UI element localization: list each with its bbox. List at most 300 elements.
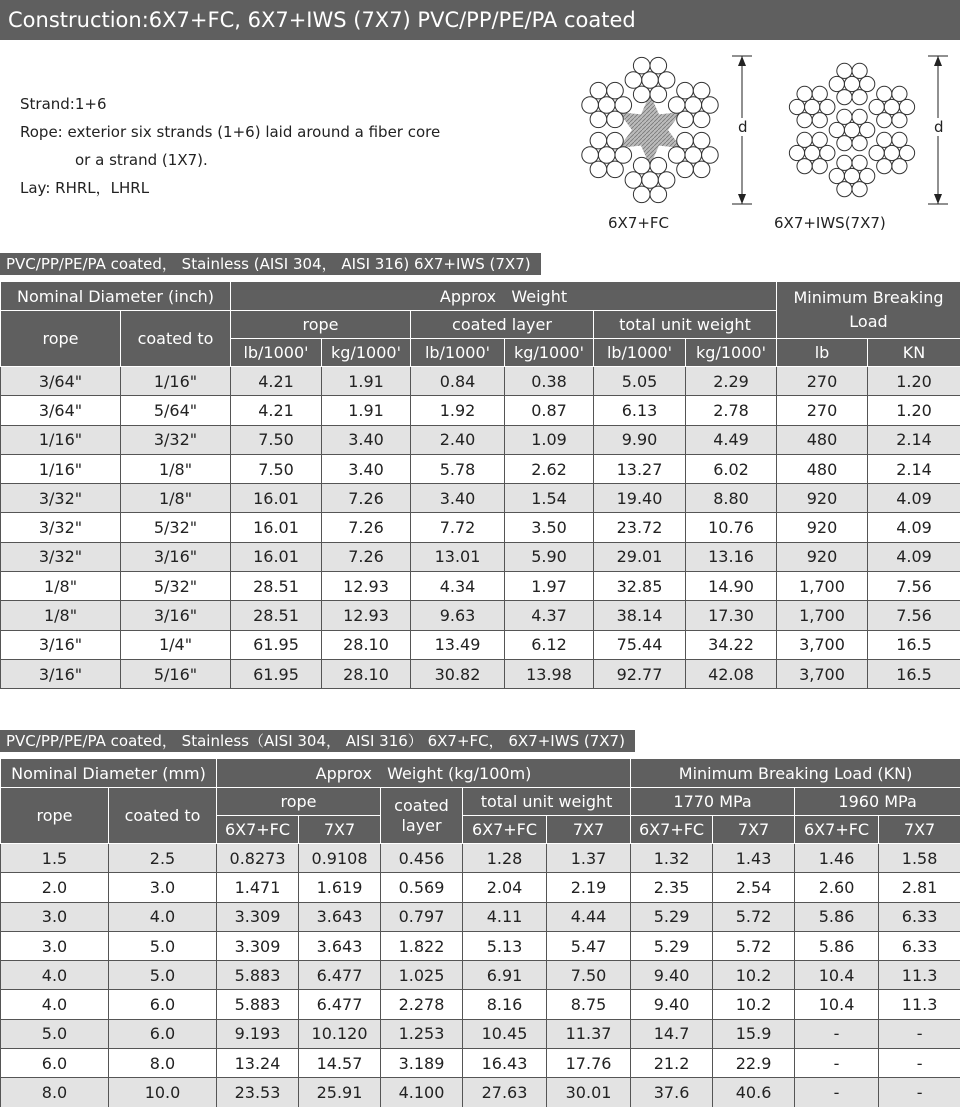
table-cell: 1.97 <box>505 572 594 601</box>
wire <box>625 172 642 189</box>
wire <box>852 109 867 124</box>
table-cell: 2.14 <box>868 425 960 454</box>
table-cell: 1.91 <box>322 396 411 425</box>
table-cell: 4.0 <box>109 902 217 931</box>
table-cell: 1,700 <box>777 601 868 630</box>
table-cell: 3/16" <box>1 630 121 659</box>
table-cell: 4.0 <box>1 990 109 1019</box>
wire <box>869 145 884 160</box>
header-construction: 6X7+FC <box>631 816 713 844</box>
table-cell: 1.58 <box>879 844 960 873</box>
wire <box>789 145 804 160</box>
table-cell: 61.95 <box>231 630 322 659</box>
wire <box>852 136 867 151</box>
table-cell: 10.76 <box>686 513 777 542</box>
wire <box>582 97 599 114</box>
wire <box>837 63 852 78</box>
wire <box>877 113 892 128</box>
wire <box>829 122 844 137</box>
table-cell: 1.471 <box>217 873 299 902</box>
table-cell: 3.40 <box>411 484 505 513</box>
wire <box>677 82 694 99</box>
header-coated-to: coated to <box>121 311 231 367</box>
wire <box>884 145 899 160</box>
wire <box>805 145 820 160</box>
table-cell: 14.7 <box>631 1019 713 1048</box>
table-cell: 12.93 <box>322 601 411 630</box>
table-cell: 480 <box>777 425 868 454</box>
table-cell: 270 <box>777 367 868 396</box>
table-cell: 7.26 <box>322 484 411 513</box>
header-1770-mpa: 1770 MPa <box>631 788 795 816</box>
table-cell: 28.10 <box>322 630 411 659</box>
table2-mm-spec <box>0 758 960 1107</box>
wire <box>852 63 867 78</box>
table-row <box>1 484 960 513</box>
header-coated-layer: coated layer <box>381 788 463 844</box>
construction-description <box>20 90 440 202</box>
table-cell: 13.24 <box>217 1049 299 1078</box>
table-cell: 1.32 <box>631 844 713 873</box>
table-cell: 5.13 <box>463 931 547 960</box>
table-cell: 42.08 <box>686 659 777 688</box>
table-cell: 0.797 <box>381 902 463 931</box>
header-construction: 7X7 <box>547 816 631 844</box>
table-cell: 4.11 <box>463 902 547 931</box>
table-cell: 2.81 <box>879 873 960 902</box>
table-cell: 6.12 <box>505 630 594 659</box>
table1-inch-spec <box>0 281 960 689</box>
table-cell: 2.0 <box>1 873 109 902</box>
table-cell: 3/16" <box>121 601 231 630</box>
table-cell: 14.90 <box>686 572 777 601</box>
wire <box>607 111 624 128</box>
wire <box>615 97 632 114</box>
table-cell: 5.47 <box>547 931 631 960</box>
table-cell: 4.34 <box>411 572 505 601</box>
wire <box>702 147 719 164</box>
table-cell: 1/8" <box>121 484 231 513</box>
table1-label: PVC/PP/PE/PA coated， Stainless (AISI 304， AISI 316) 6X7+IWS (7X7) <box>0 253 541 275</box>
table-row <box>1 873 960 902</box>
wire <box>685 97 702 114</box>
table-cell: 27.63 <box>463 1078 547 1107</box>
table-cell: 5.0 <box>109 931 217 960</box>
table-cell: 92.77 <box>594 659 686 688</box>
table-row <box>1 513 960 542</box>
table-cell: 14.57 <box>299 1049 381 1078</box>
table-cell: 8.80 <box>686 484 777 513</box>
table-cell: 9.63 <box>411 601 505 630</box>
table-cell: 32.85 <box>594 572 686 601</box>
table-cell: 1.20 <box>868 367 960 396</box>
header-total-unit-weight: total unit weight <box>463 788 631 816</box>
table-cell: 6.33 <box>879 931 960 960</box>
header-construction: 7X7 <box>299 816 381 844</box>
table-cell: 2.278 <box>381 990 463 1019</box>
table-cell: 15.9 <box>713 1019 795 1048</box>
table-cell: 5.0 <box>1 1019 109 1048</box>
header-construction: 6X7+FC <box>795 816 879 844</box>
table-cell: 2.78 <box>686 396 777 425</box>
table-cell: 10.2 <box>713 990 795 1019</box>
table-row <box>1 601 960 630</box>
wire <box>820 145 835 160</box>
table-row <box>1 572 960 601</box>
table-cell: 16.43 <box>463 1049 547 1078</box>
wire <box>693 132 710 149</box>
table2-label: PVC/PP/PE/PA coated， Stainless（AISI 304， AISI 316） 6X7+FC， 6X7+IWS (7X7) <box>0 730 635 752</box>
table-cell: 1.822 <box>381 931 463 960</box>
table-cell: 4.44 <box>547 902 631 931</box>
table-cell: 2.40 <box>411 425 505 454</box>
table-cell: 4.09 <box>868 513 960 542</box>
header-unit: kg/1000' <box>322 339 411 367</box>
table-cell: 270 <box>777 396 868 425</box>
wire <box>869 99 884 114</box>
table-cell: 28.51 <box>231 601 322 630</box>
table-row <box>1 844 960 873</box>
table-cell: 3,700 <box>777 659 868 688</box>
header-construction: 6X7+FC <box>217 816 299 844</box>
wire <box>820 99 835 114</box>
table-cell: 9.90 <box>594 425 686 454</box>
wire <box>852 155 867 170</box>
table-cell: 61.95 <box>231 659 322 688</box>
wire <box>693 82 710 99</box>
table-cell: 11.3 <box>879 990 960 1019</box>
table-cell: 6.0 <box>109 1019 217 1048</box>
wire <box>789 99 804 114</box>
table-row <box>1 990 960 1019</box>
header-rope-weight: rope <box>231 311 411 339</box>
table-cell: 1.92 <box>411 396 505 425</box>
wire <box>892 159 907 174</box>
table-cell: 6.477 <box>299 961 381 990</box>
table-cell: 4.0 <box>1 961 109 990</box>
table-cell: 7.56 <box>868 572 960 601</box>
table-cell: 28.10 <box>322 659 411 688</box>
wire <box>650 57 667 74</box>
table-cell: 3.309 <box>217 902 299 931</box>
table-cell: 17.30 <box>686 601 777 630</box>
wire <box>650 157 667 174</box>
table-cell: 920 <box>777 542 868 571</box>
table-cell: 1/8" <box>1 601 121 630</box>
table-cell: 10.0 <box>109 1078 217 1107</box>
header-unit: lb/1000' <box>594 339 686 367</box>
table-cell: 3/16" <box>1 659 121 688</box>
table-cell: 10.2 <box>713 961 795 990</box>
iws-diagram-label: 6X7+IWS(7X7) <box>774 214 886 232</box>
wire <box>860 168 875 183</box>
table-cell: 5.29 <box>631 931 713 960</box>
table-cell: 5.86 <box>795 902 879 931</box>
wire <box>812 132 827 147</box>
wire <box>582 147 599 164</box>
table-cell: 6.477 <box>299 990 381 1019</box>
table-cell: 3.0 <box>1 902 109 931</box>
table-cell: 17.76 <box>547 1049 631 1078</box>
table-cell: 3.643 <box>299 931 381 960</box>
table-row <box>1 367 960 396</box>
table-cell: 13.01 <box>411 542 505 571</box>
wire <box>615 147 632 164</box>
table-cell: 7.50 <box>231 454 322 483</box>
table-cell: 1.46 <box>795 844 879 873</box>
table-cell: 1.619 <box>299 873 381 902</box>
table-cell: 2.19 <box>547 873 631 902</box>
header-approx-weight: Approx Weight <box>231 282 777 311</box>
wire <box>837 136 852 151</box>
table-cell: 1/8" <box>1 572 121 601</box>
wire <box>797 113 812 128</box>
header-1960-mpa: 1960 MPa <box>795 788 960 816</box>
table-cell: 4.37 <box>505 601 594 630</box>
table-cell: 1.09 <box>505 425 594 454</box>
table-cell: 8.75 <box>547 990 631 1019</box>
table-cell: 5.29 <box>631 902 713 931</box>
table-cell: 5/32" <box>121 572 231 601</box>
table-cell: 2.04 <box>463 873 547 902</box>
wire <box>598 97 615 114</box>
wire <box>590 111 607 128</box>
table-cell: 1/16" <box>121 367 231 396</box>
header-construction: 7X7 <box>713 816 795 844</box>
table-cell: 5.05 <box>594 367 686 396</box>
table-cell: 28.51 <box>231 572 322 601</box>
table-cell: 3/32" <box>1 484 121 513</box>
wire <box>658 72 675 89</box>
table-cell: 1.253 <box>381 1019 463 1048</box>
table-cell: 0.38 <box>505 367 594 396</box>
wire <box>642 172 659 189</box>
wire <box>837 155 852 170</box>
table-cell: 22.9 <box>713 1049 795 1078</box>
table-cell: 1.025 <box>381 961 463 990</box>
table-row <box>1 1019 960 1048</box>
wire <box>590 132 607 149</box>
table-cell: 4.09 <box>868 542 960 571</box>
table-cell: 920 <box>777 484 868 513</box>
table-cell: 5.86 <box>795 931 879 960</box>
rope-text-line1: Rope: exterior six strands (1+6) laid around a fiber core <box>20 123 441 141</box>
wire <box>844 76 859 91</box>
table-cell: 6.0 <box>109 990 217 1019</box>
header-coated-to: coated to <box>109 788 217 844</box>
header-nominal-diameter: Nominal Diameter (mm) <box>1 759 217 788</box>
table-cell: 29.01 <box>594 542 686 571</box>
table-cell: 16.01 <box>231 513 322 542</box>
table-cell: 1,700 <box>777 572 868 601</box>
header-total-unit-weight: total unit weight <box>594 311 777 339</box>
table-cell: 3.50 <box>505 513 594 542</box>
table-cell: 16.5 <box>868 630 960 659</box>
wire <box>812 113 827 128</box>
wire <box>693 161 710 178</box>
table-cell: 1/8" <box>121 454 231 483</box>
table-cell: 5.0 <box>109 961 217 990</box>
wire <box>844 168 859 183</box>
table-row <box>1 396 960 425</box>
table-cell: 13.49 <box>411 630 505 659</box>
header-nominal-diameter: Nominal Diameter (inch) <box>1 282 231 311</box>
header-min-breaking-load: Minimum Breaking Load <box>777 282 960 339</box>
table-row <box>1 542 960 571</box>
wire <box>837 109 852 124</box>
table-cell: 1.91 <box>322 367 411 396</box>
table-cell: 5.90 <box>505 542 594 571</box>
table-cell: 0.569 <box>381 873 463 902</box>
fc-diagram-label: 6X7+FC <box>608 214 670 232</box>
table-cell: 3.0 <box>109 873 217 902</box>
header-min-breaking-load: Minimum Breaking Load (KN) <box>631 759 960 788</box>
table-cell: 5.72 <box>713 902 795 931</box>
table-cell: 25.91 <box>299 1078 381 1107</box>
table-cell: 5.883 <box>217 990 299 1019</box>
table-cell: 10.45 <box>463 1019 547 1048</box>
wire <box>899 99 914 114</box>
table-cell: 30.82 <box>411 659 505 688</box>
wire <box>642 72 659 89</box>
table-cell: 1.37 <box>547 844 631 873</box>
wire <box>852 182 867 197</box>
header-construction: 7X7 <box>879 816 960 844</box>
table-cell: 3/64" <box>1 396 121 425</box>
table-cell: 34.22 <box>686 630 777 659</box>
table-cell: 3/32" <box>121 425 231 454</box>
table-cell: 4.100 <box>381 1078 463 1107</box>
table-cell: 9.40 <box>631 990 713 1019</box>
header-construction: 6X7+FC <box>463 816 547 844</box>
table-cell: 7.50 <box>231 425 322 454</box>
wire <box>650 186 667 203</box>
table-cell: 2.60 <box>795 873 879 902</box>
table-cell: 11.37 <box>547 1019 631 1048</box>
table-cell: 19.40 <box>594 484 686 513</box>
wire <box>797 159 812 174</box>
table-cell: 37.6 <box>631 1078 713 1107</box>
wire <box>877 86 892 101</box>
table-cell: 5/32" <box>121 513 231 542</box>
table-cell: 2.5 <box>109 844 217 873</box>
table-cell: 6.0 <box>1 1049 109 1078</box>
wire <box>677 111 694 128</box>
wire <box>607 132 624 149</box>
table-cell: 30.01 <box>547 1078 631 1107</box>
wire <box>797 132 812 147</box>
strand-text: Strand:1+6 <box>20 95 107 113</box>
table-row <box>1 425 960 454</box>
table-cell: 3/32" <box>1 542 121 571</box>
wire <box>650 86 667 103</box>
fc-rope-diagram <box>570 50 760 210</box>
table-cell: 38.14 <box>594 601 686 630</box>
table-cell: 8.0 <box>1 1078 109 1107</box>
table-cell: 8.16 <box>463 990 547 1019</box>
header-unit: lb <box>777 339 868 367</box>
wire <box>685 147 702 164</box>
wire <box>844 122 859 137</box>
table-cell: 1/16" <box>1 454 121 483</box>
table-cell: 3.643 <box>299 902 381 931</box>
table-cell: 1/16" <box>1 425 121 454</box>
wire <box>805 99 820 114</box>
table-row <box>1 630 960 659</box>
table-cell: 1.54 <box>505 484 594 513</box>
table-cell: 480 <box>777 454 868 483</box>
wire <box>829 76 844 91</box>
table-cell: 1.43 <box>713 844 795 873</box>
table-cell: 8.0 <box>109 1049 217 1078</box>
wire <box>860 122 875 137</box>
table-cell: 2.62 <box>505 454 594 483</box>
table-cell: 5.883 <box>217 961 299 990</box>
table-cell: 11.3 <box>879 961 960 990</box>
wire <box>884 99 899 114</box>
table-cell: 9.40 <box>631 961 713 990</box>
wire <box>607 82 624 99</box>
header-rope: rope <box>1 788 109 844</box>
table-cell: 4.09 <box>868 484 960 513</box>
table-cell: 40.6 <box>713 1078 795 1107</box>
header-unit: kg/1000' <box>686 339 777 367</box>
table-cell: 1.28 <box>463 844 547 873</box>
wire <box>892 86 907 101</box>
header-coated-layer: coated layer <box>411 311 594 339</box>
table-cell: - <box>879 1078 960 1107</box>
table-cell: - <box>879 1049 960 1078</box>
table-cell: 4.21 <box>231 367 322 396</box>
wire <box>607 161 624 178</box>
wire <box>633 86 650 103</box>
table-cell: 3.40 <box>322 425 411 454</box>
header-unit: kg/1000' <box>505 339 594 367</box>
table-cell: 10.120 <box>299 1019 381 1048</box>
table-cell: 3/16" <box>121 542 231 571</box>
wire <box>590 161 607 178</box>
table-row <box>1 1049 960 1078</box>
strand-wires <box>789 63 914 197</box>
table-cell: 0.9108 <box>299 844 381 873</box>
table-cell: 13.98 <box>505 659 594 688</box>
wire <box>633 57 650 74</box>
wire <box>797 86 812 101</box>
lay-text: Lay: RHRL，LHRL <box>20 179 150 197</box>
table-row <box>1 454 960 483</box>
table-cell: 1/4" <box>121 630 231 659</box>
table-cell: 12.93 <box>322 572 411 601</box>
table-row <box>1 1078 960 1107</box>
table-cell: 7.26 <box>322 542 411 571</box>
table-cell: 10.4 <box>795 961 879 990</box>
wire <box>633 157 650 174</box>
header-unit: KN <box>868 339 960 367</box>
wire <box>625 72 642 89</box>
table-cell: 7.72 <box>411 513 505 542</box>
wire <box>892 113 907 128</box>
wire <box>668 97 685 114</box>
table-cell: 3.0 <box>1 931 109 960</box>
header-unit: lb/1000' <box>231 339 322 367</box>
table-cell: 6.91 <box>463 961 547 990</box>
wire <box>702 97 719 114</box>
table-cell: - <box>795 1078 879 1107</box>
table-cell: 7.50 <box>547 961 631 990</box>
wire <box>837 182 852 197</box>
wire <box>892 132 907 147</box>
table-cell: 1.5 <box>1 844 109 873</box>
